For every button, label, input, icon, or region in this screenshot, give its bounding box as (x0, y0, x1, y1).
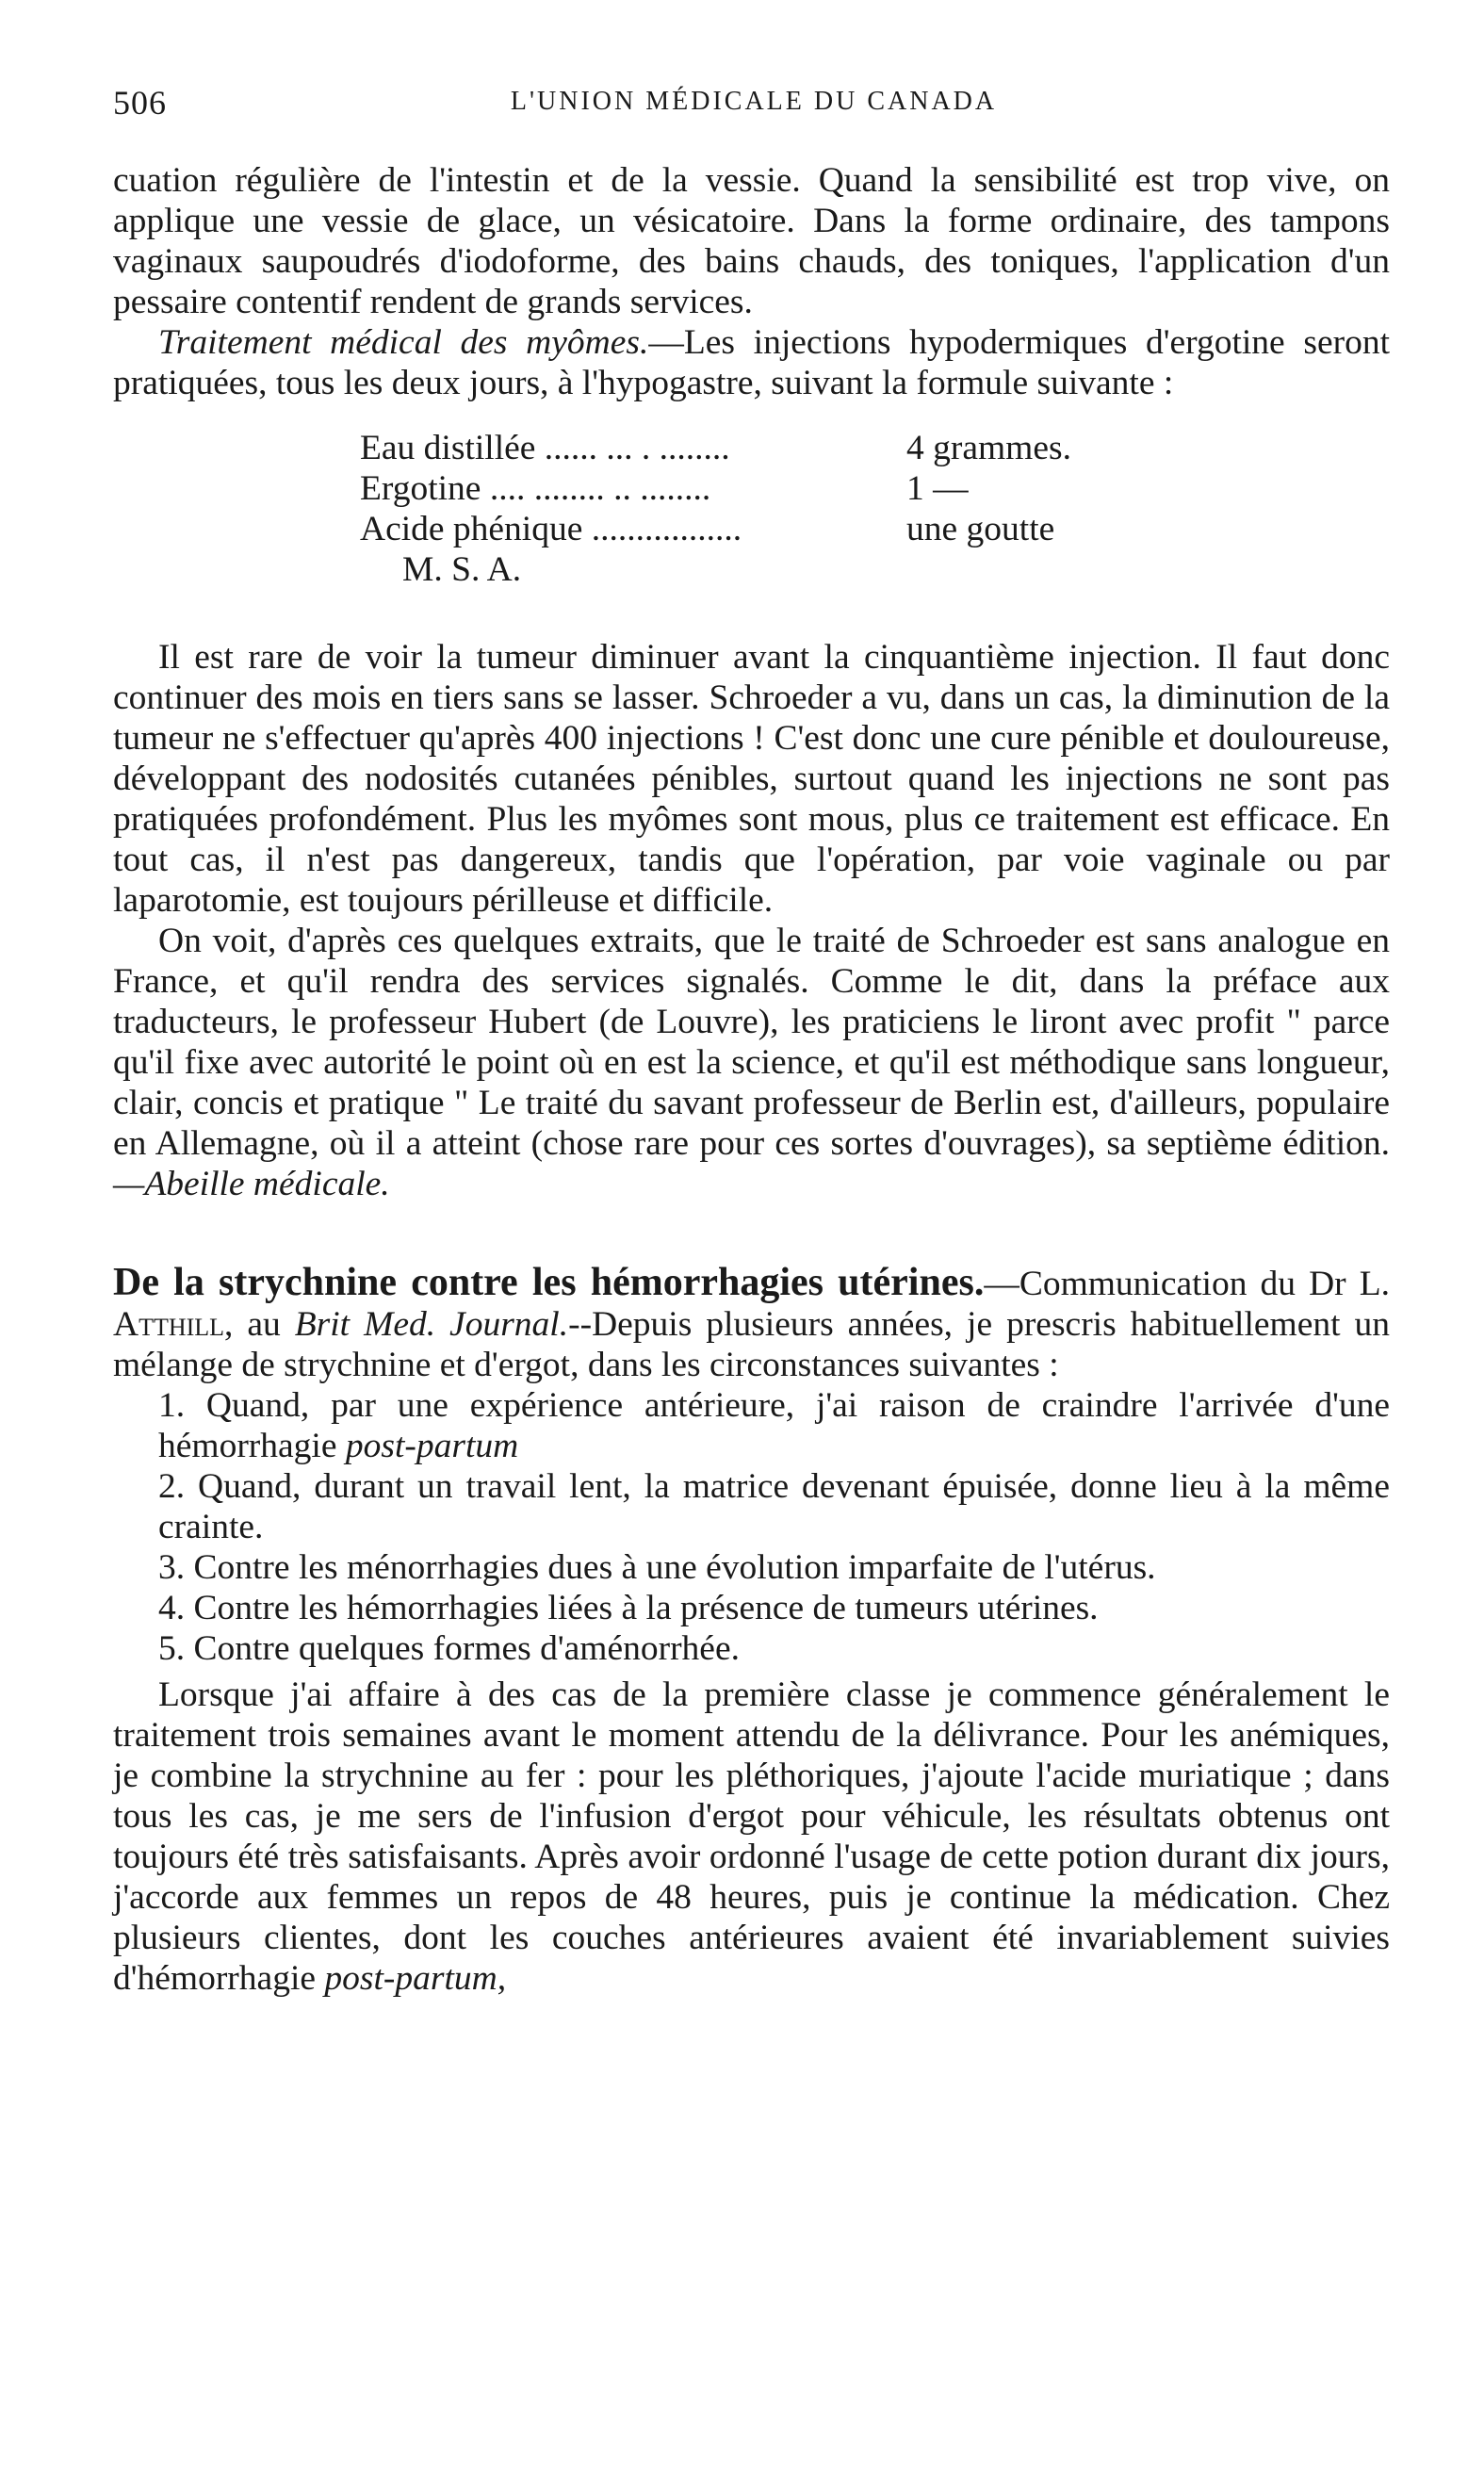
formula-quantity: une goutte (906, 510, 1055, 548)
formula-quantity: 1 — (906, 469, 969, 508)
list-item (113, 1588, 1390, 1628)
author-name: Atthill (113, 1305, 225, 1344)
formula-row (360, 428, 1390, 468)
page-body (113, 160, 1390, 1999)
list-item (113, 1466, 1390, 1547)
list-item (113, 1385, 1390, 1466)
paragraph-continuation: cuation régulière de l'intestin et de la vessie. Quand la sensibilité est trop vive, on applique une vessie de glace, un vésicatoire. Dans la forme ordinaire, des tampons vaginaux saupoudrés d'iodoforme, des bains chauds, des toniques, l'application d'un pessaire contentif rendent de grands services. (113, 161, 1390, 321)
formula-row (360, 468, 1390, 509)
formula-ingredient: Eau distillée ...... ... . ........ (360, 429, 730, 467)
running-title: L'UNION MÉDICALE DU CANADA (510, 87, 998, 116)
journal-name: Brit Med. Journal. (294, 1305, 569, 1344)
list-item-text: 1. Quand, par une expérience antérieure, j'ai raison de craindre l'arrivée d'une hémorrhagie (158, 1386, 1390, 1465)
prescription-formula (360, 428, 1390, 590)
section-heading-traitement: Traitement médical des myômes. (158, 323, 649, 362)
paragraph-treatment-text: Lorsque j'ai affaire à des cas de la première classe je commence généralement le traitement trois semaines avant le moment attendu de la délivrance. Pour les anémiques, je combine la strychnine au fer : pour les pléthoriques, j'ajoute l'acide muriatique ; dans tous les cas, je me sers de l'infusion d'ergot pour véhicule, les résultats obtenus ont toujours été très satisfaisants. Après avoir ordonné l'usage de cette potion durant dix jours, j'accorde aux femmes un repos de 48 heures, puis je continue la médication. Chez plusieurs clientes, dont les couches antérieures avaient été invariablement suivies d'hémorrhagie (113, 1675, 1390, 1998)
list-item-emphasis: post-partum (345, 1427, 519, 1465)
paragraph-injections: Il est rare de voir la tumeur diminuer avant la cinquantième injection. Il faut donc continuer des mois en tiers sans se lasser. Schroeder a vu, dans un cas, la diminution de la tumeur ne s'effectuer qu'après 400 injections ! C'est donc une cure pénible et douloureuse, développant des nodosités cutanées pénibles, surtout quand les injections ne sont pas pratiquées profondément. Plus les myômes sont mous, plus ce traitement est efficace. En tout cas, il n'est pas dangereux, tandis que l'opération, par voie vaginale ou par laparotomie, est toujours périlleuse et difficile. (113, 638, 1390, 920)
article-lead: —Communication du Dr L. (984, 1265, 1390, 1303)
paragraph-traitement (113, 322, 1390, 403)
paragraph-treatment (113, 1675, 1390, 1999)
formula-ingredient: Acide phénique ................. (360, 510, 742, 548)
list-item-text: 5. Contre quelques formes d'aménorrhée. (158, 1629, 740, 1668)
page-number: 506 (113, 84, 167, 122)
article-title: De la strychnine contre les hémorrhagies utérines. (113, 1261, 985, 1304)
list-item-text: 4. Contre les hémorrhagies liées à la présence de tumeurs utérines. (158, 1589, 1099, 1627)
formula-row (360, 509, 1390, 549)
formula-quantity: 4 grammes. (906, 429, 1071, 467)
article-strychnine (113, 1263, 1390, 1385)
formula-signature: M. S. A. (402, 550, 522, 589)
page-header (113, 83, 1394, 121)
article-connector: , au (224, 1305, 295, 1344)
article-intro-text: --Depuis plusieurs années, je prescris habituellement un mélange de strychnine et d'ergot, dans les circonstances suivantes : (113, 1305, 1390, 1384)
paragraph-schroeder (113, 921, 1390, 1204)
paragraph-traitement-text: —Les injections hypodermiques d'ergotine seront pratiquées, tous les deux jours, à l'hypogastre, suivant la formule suivante : (113, 323, 1390, 402)
paragraph-treatment-end: post-partum, (324, 1959, 507, 1998)
list-item (113, 1628, 1390, 1669)
paragraph-schroeder-text: On voit, d'après ces quelques extraits, que le traité de Schroeder est sans analogue en France, et qu'il rendra des services signalés. Comme le dit, dans la préface aux traducteurs, le professeur Hubert (de Louvre), les praticiens le liront avec profit " parce qu'il fixe avec autorité le point où en est la science, et qu'il est méthodique sans longueur, clair, concis et pratique " Le traité du savant professeur de Berlin est, d'ailleurs, populaire en Allemagne, où il a atteint (chose rare pour ces sortes d'ouvrages), sa septième édition. (113, 922, 1390, 1163)
list-item (113, 1547, 1390, 1588)
list-item-text: 3. Contre les ménorrhagies dues à une évolution imparfaite de l'utérus. (158, 1548, 1156, 1587)
source-citation: —Abeille médicale. (113, 1165, 390, 1203)
list-item-text: 2. Quand, durant un travail lent, la matrice devenant épuisée, donne lieu à la même crainte. (158, 1467, 1390, 1546)
formula-ingredient: Ergotine .... ........ .. ........ (360, 469, 711, 508)
